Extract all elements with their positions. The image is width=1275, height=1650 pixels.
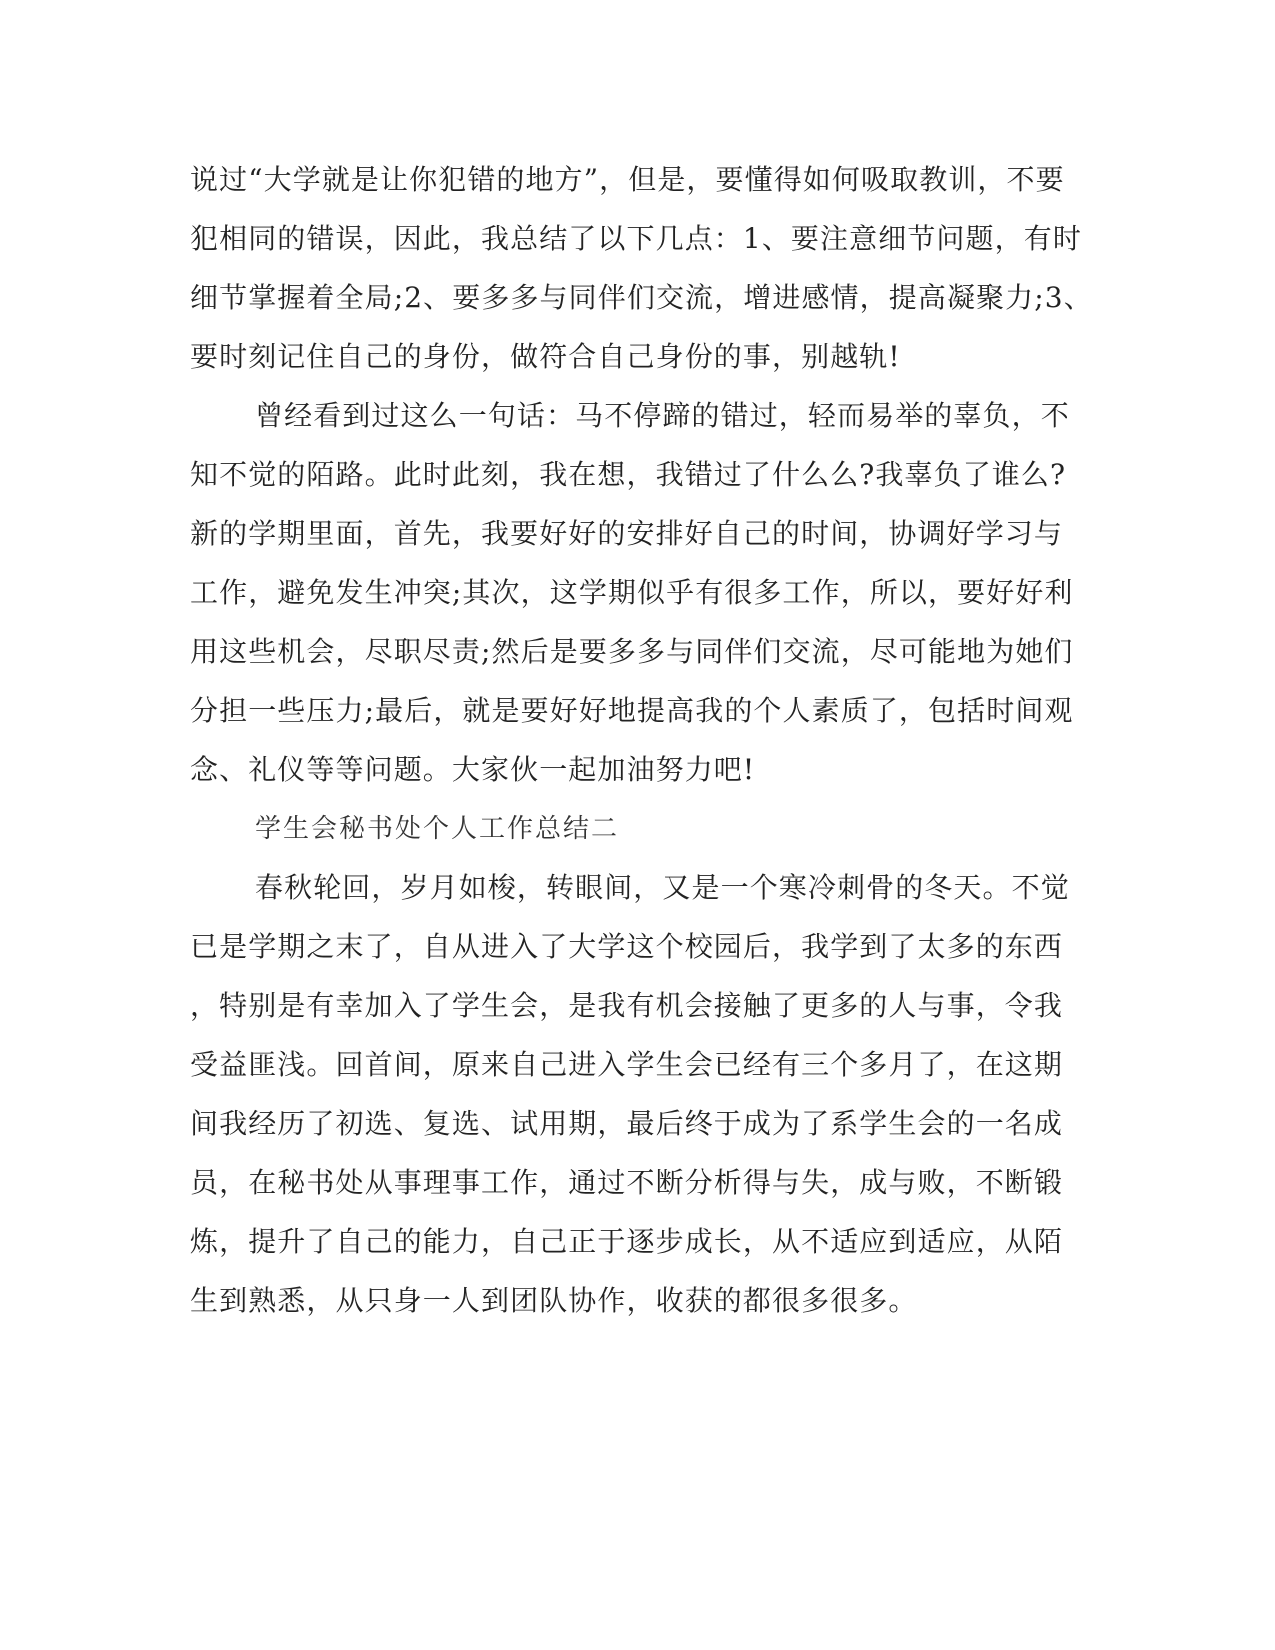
text-line: 知不觉的陌路。此时此刻，我在想，我错过了什么么?我辜负了谁么?	[190, 458, 1067, 491]
text-line: 用这些机会，尽职尽责;然后是要多多与同伴们交流，尽可能地为她们	[190, 635, 1074, 668]
text-line: 间我经历了初选、复选、试用期，最后终于成为了系学生会的一名成	[190, 1107, 1064, 1140]
text-line: 炼，提升了自己的能力，自己正于逐步成长，从不适应到适应，从陌	[190, 1225, 1064, 1258]
section-heading: 学生会秘书处个人工作总结二	[255, 814, 620, 844]
text-line: ，特别是有幸加入了学生会，是我有机会接触了更多的人与事，令我	[190, 989, 1064, 1022]
text-line: 新的学期里面，首先，我要好好的安排好自己的时间，协调好学习与	[190, 517, 1064, 550]
text-line: 春秋轮回，岁月如梭，转眼间，又是一个寒冷刺骨的冬天。不觉	[255, 871, 1070, 904]
text-line: 说过“大学就是让你犯错的地方”，但是，要懂得如何吸取教训，不要	[190, 163, 1065, 196]
text-line: 念、礼仪等等问题。大家伙一起加油努力吧!	[190, 753, 756, 786]
text-line: 员，在秘书处从事理事工作，通过不断分析得与失，成与败，不断锻	[190, 1166, 1064, 1199]
text-line: 工作，避免发生冲突;其次，这学期似乎有很多工作，所以，要好好利	[190, 576, 1074, 609]
text-line: 细节掌握着全局;2、要多多与同伴们交流，增进感情，提高凝聚力;3、	[190, 281, 1093, 314]
text-line: 分担一些压力;最后，就是要好好地提高我的个人素质了，包括时间观	[190, 694, 1074, 727]
text-line: 犯相同的错误，因此，我总结了以下几点：1、要注意细节问题，有时	[190, 222, 1082, 255]
text-line: 已是学期之末了，自从进入了大学这个校园后，我学到了太多的东西	[190, 930, 1064, 963]
text-line: 生到熟悉，从只身一人到团队协作，收获的都很多很多。	[190, 1284, 918, 1317]
text-line: 曾经看到过这么一句话：马不停蹄的错过，轻而易举的辜负，不	[255, 399, 1070, 432]
text-line: 受益匪浅。回首间，原来自己进入学生会已经有三个多月了，在这期	[190, 1048, 1064, 1081]
text-line: 要时刻记住自己的身份，做符合自己身份的事，别越轨!	[190, 340, 901, 373]
